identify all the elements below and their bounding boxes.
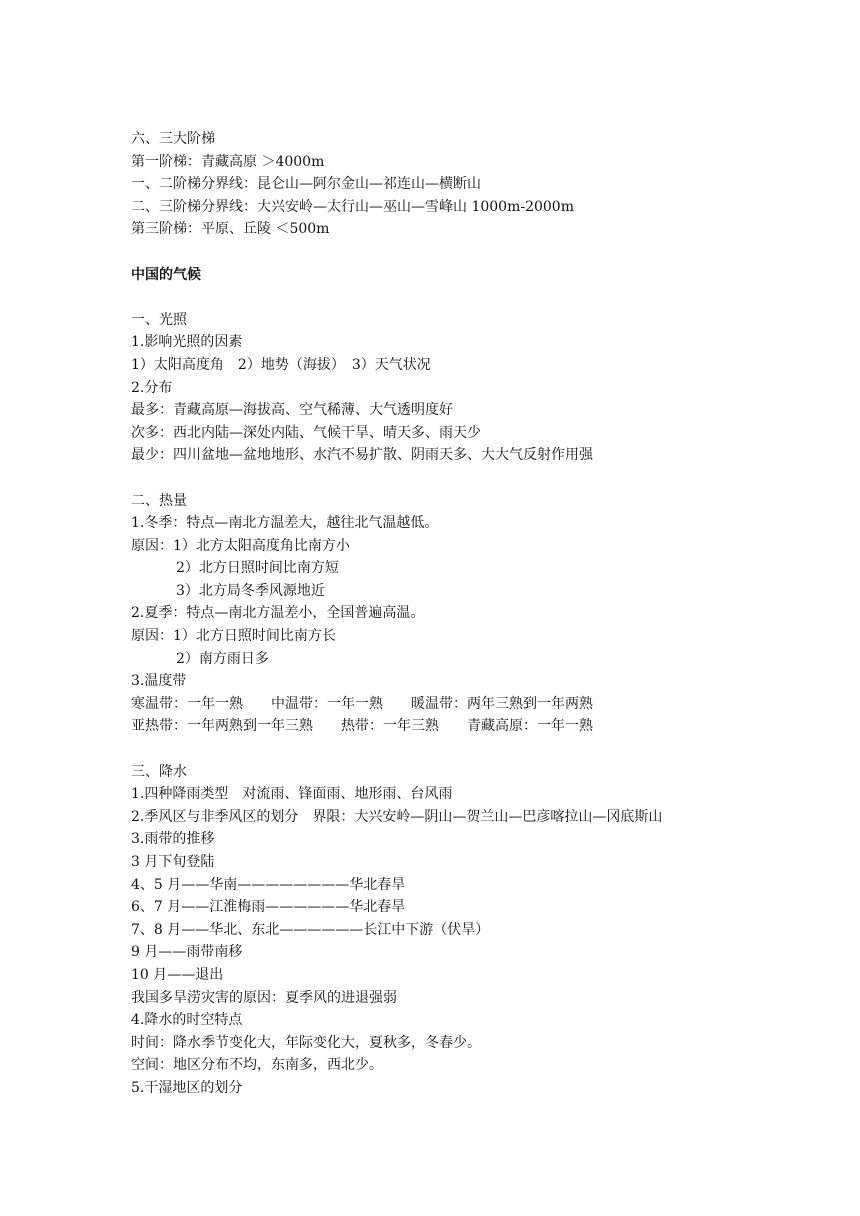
text-line: 一、二阶梯分界线：昆仑山—阿尔金山—祁连山—横断山	[131, 176, 481, 193]
text-line: 亚热带：一年两熟到一年三熟 热带：一年三熟 青藏高原：一年一熟	[131, 718, 593, 735]
text-line: 寒温带：一年一熟 中温带：一年一熟 暖温带：两年三熟到一年两熟	[131, 695, 593, 712]
text-line: 2.夏季：特点—南北方温差小，全国普遍高温。	[131, 605, 425, 622]
blank-line	[131, 241, 831, 264]
text-line: 第三阶梯：平原、丘陵 ＜500m	[131, 221, 330, 238]
text-line: 4、5 月——华南————————华北春旱	[131, 876, 406, 893]
chapter-title-climate: 中国的气候	[131, 266, 201, 283]
text-line: 时间：降水季节变化大，年际变化大，夏秋多，冬春少。	[131, 1034, 481, 1051]
text-line: 3.温度带	[131, 673, 187, 690]
text-line: 9 月——雨带南移	[131, 944, 243, 961]
text-line: 1.冬季：特点—南北方温差大，越往北气温越低。	[131, 515, 439, 532]
text-line: 3.雨带的推移	[131, 831, 215, 848]
text-line: 最多：青藏高原—海拔高、空气稀薄、大气透明度好	[131, 402, 453, 419]
blank-line	[131, 467, 831, 490]
text-line-indented: 2）北方日照时间比南方短	[176, 560, 339, 577]
text-line: 4.降水的时空特点	[131, 1012, 243, 1029]
section-heading-heat: 二、热量	[131, 492, 187, 509]
text-line-indented: 3）北方局冬季风源地近	[176, 582, 325, 599]
section-heading-sunlight: 一、光照	[131, 311, 187, 328]
text-line: 我国多旱涝灾害的原因：夏季风的进退强弱	[131, 989, 397, 1006]
text-line: 10 月——退出	[131, 966, 224, 983]
text-line: 原因：1）北方日照时间比南方长	[131, 628, 336, 645]
section-heading-precipitation: 三、降水	[131, 763, 187, 780]
text-line: 1.四种降雨类型 对流雨、锋面雨、地形雨、台风雨	[131, 786, 453, 803]
blank-line	[131, 286, 831, 309]
text-line: 7、8 月——华北、东北——————长江中下游（伏旱）	[131, 921, 490, 938]
blank-line	[131, 738, 831, 761]
document-page	[131, 128, 831, 1100]
text-line-indented: 2）南方雨日多	[176, 650, 269, 667]
text-line: 原因：1）北方太阳高度角比南方小	[131, 537, 350, 554]
text-line: 二、三阶梯分界线：大兴安岭—太行山—巫山—雪峰山 1000m-2000m	[131, 198, 574, 215]
text-line: 次多：西北内陆—深处内陆、气候干旱、晴天多、雨天少	[131, 424, 481, 441]
text-line: 2.分布	[131, 379, 173, 396]
text-line: 1.影响光照的因素	[131, 334, 243, 351]
text-line: 6、7 月——江淮梅雨——————华北春旱	[131, 899, 406, 916]
text-line: 3 月下旬登陆	[131, 854, 215, 870]
text-line: 1）太阳高度角 2）地势（海拔） 3）天气状况	[131, 356, 431, 373]
text-line: 2.季风区与非季风区的划分 界限：大兴安岭—阴山—贺兰山—巴彦喀拉山—冈底斯山	[131, 808, 663, 825]
section-heading-three-steps: 六、三大阶梯	[131, 131, 215, 147]
text-line: 最少：四川盆地—盆地地形、水汽不易扩散、阴雨天多、大大气反射作用强	[131, 447, 593, 464]
text-line: 第一阶梯：青藏高原 ＞4000m	[131, 153, 325, 170]
text-line: 5.干湿地区的划分	[131, 1079, 243, 1096]
text-line: 空间：地区分布不均，东南多，西北少。	[131, 1057, 383, 1074]
